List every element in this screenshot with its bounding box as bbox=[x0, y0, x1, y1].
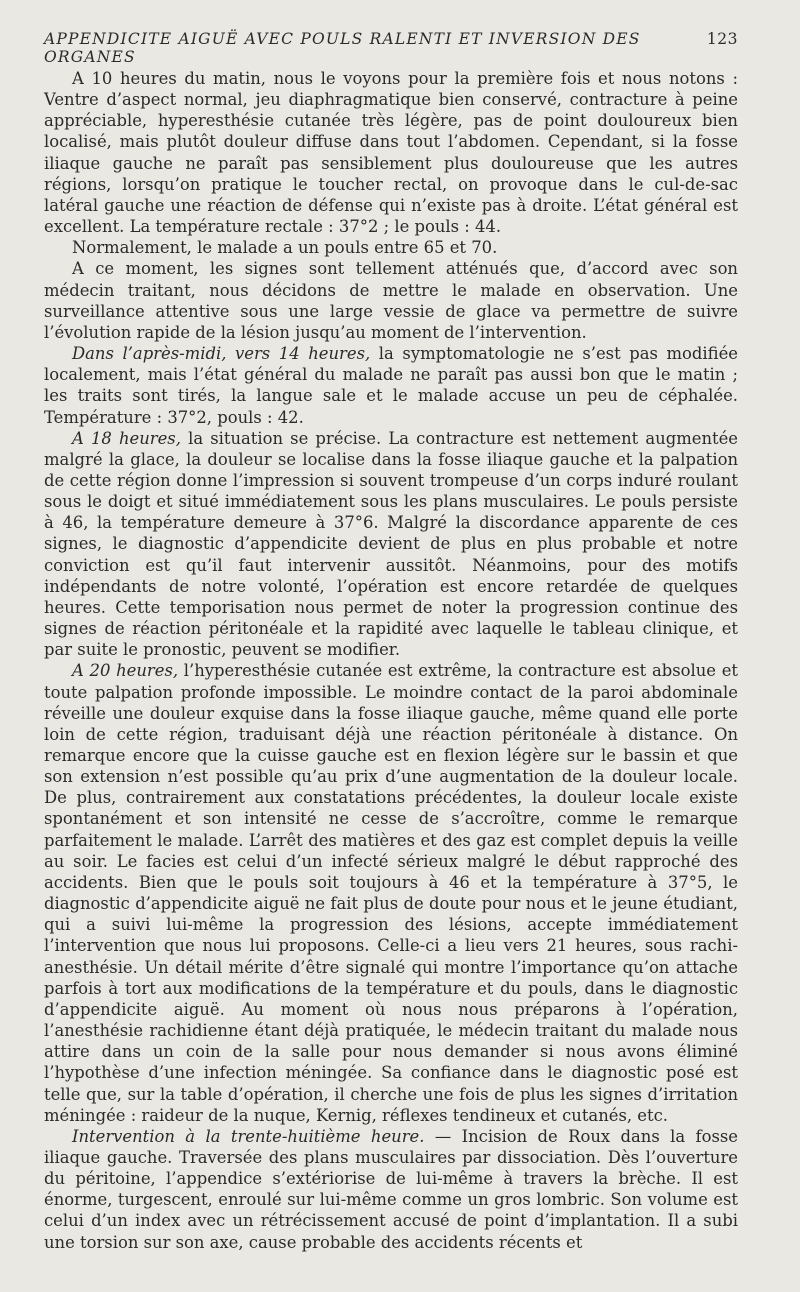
paragraph-text: la symptomatologie ne s’est pas modifiée localement, mais l’état général du malade ne paraît pas aussi bon que le matin ; les traits sont tirés, la langue sale et le malade accuse un peu de céphalée. Température : 37°2, pouls : 42. bbox=[44, 344, 738, 427]
body-text bbox=[44, 68, 738, 1253]
paragraph-text: Normalement, le malade a un pouls entre 65 et 70. bbox=[72, 238, 498, 258]
paragraph-text: — Incision de Roux dans la fosse iliaque gauche. Traversée des plans musculaires par dissociation. Dès l’ouverture du péritoine, l’appendice s’extériorise de lui-même à travers la brèche. Il est énorme, turgescent, enroulé sur lui-même comme un gros lombric. Son volume est celui d’un index avec un rétrécissement accusé de point d’implantation. Il a subi une torsion sur son axe, cause probable des accidents récents et bbox=[44, 1126, 739, 1252]
paragraph bbox=[44, 428, 738, 661]
paragraph bbox=[44, 258, 738, 343]
paragraph bbox=[44, 343, 738, 428]
paragraph-text: A ce moment, les signes sont tellement atténués que, d’accord avec son médecin traitant, nous décidons de mettre le malade en observation. Une surveillance attentive sous une large vessie de glace va permettre de suivre l’évolution rapide de la lésion jusqu’au moment de l’intervention. bbox=[44, 259, 738, 342]
paragraph-lead: A 18 heures, bbox=[72, 428, 181, 448]
paragraph bbox=[44, 660, 738, 1125]
running-head bbox=[44, 30, 738, 66]
paragraph-text: A 10 heures du matin, nous le voyons pour la première fois et nous notons : Ventre d’aspect normal, jeu diaphragmatique bien conservé, contracture à peine appréciable, hyperesthésie cutanée très légère, pas de point douloureux bien localisé, mais plutôt douleur diffuse dans tout l’abdomen. Cependant, si la fosse iliaque gauche ne paraît pas sensiblement plus douloureuse que les autres régions, lorsqu’on pratique le toucher rectal, on provoque dans le cul-de-sac latéral gauche une réaction de défense qui n’existe pas à droite. L’état général est excellent. La température rectale : 37°2 ; le pouls : 44. bbox=[44, 69, 738, 237]
paragraph bbox=[44, 68, 738, 237]
paragraph-lead: Dans l’après-midi, vers 14 heures, bbox=[72, 344, 371, 364]
paragraph-lead: Intervention à la trente-huitième heure. bbox=[72, 1126, 425, 1146]
running-title: APPENDICITE AIGUË AVEC POULS RALENTI ET INVERSION DES ORGANES bbox=[44, 30, 641, 66]
paragraph-text: la situation se précise. La contracture est nettement augmentée malgré la glace, la douleur se localise dans la fosse iliaque gauche et la palpation de cette région donne l’impression si souvent trompeuse d’un corps induré roulant sous le doigt et situé immédiatement sous les plans musculaires. Le pouls persiste à 46, la température demeure à 37°6. Malgré la discordance apparente de ces signes, le diagnostic d’appendicite devient de plus en plus probable et notre conviction est qu’il faut intervenir aussitôt. Néanmoins, pour des motifs indépendants de notre volonté, l’opération est encore retardée de quelques heures. Cette temporisation nous permet de noter la progression continue des signes de réaction péritonéale et la rapidité avec laquelle le tableau clinique, et par suite le pronostic, peuvent se modifier. bbox=[44, 428, 738, 660]
page-number: 123 bbox=[706, 30, 738, 48]
paragraph-lead: A 20 heures, bbox=[72, 661, 179, 681]
paragraph-text: l’hyperesthésie cutanée est extrême, la contracture est absolue et toute palpation profonde impossible. Le moindre contact de la paroi abdominale réveille une douleur exquise dans la fosse iliaque gauche, même quand elle porte loin de cette région, traduisant déjà une réaction péritonéale à distance. On remarque encore que la cuisse gauche est en flexion légère sur le bassin et que son extension n’est possible qu’au prix d’une augmentation de la douleur locale. De plus, contrairement aux constatations précédentes, la douleur locale existe spontanément et son intensité ne cesse de s’accroître, comme le remarque parfaitement le malade. L’arrêt des matières et des gaz est complet depuis la veille au soir. Le facies est celui d’un infecté sérieux malgré le début rapproché des accidents. Bien que le pouls soit toujours à 46 et la température à 37°5, le diagnostic d’appendicite aiguë ne fait plus de doute pour nous et le jeune étudiant, qui a suivi lui-même la progression des lésions, accepte immédiatement l’intervention que nous lui proposons. Celle-ci a lieu vers 21 heures, sous rachi-anesthésie. Un détail mérite d’être signalé qui montre l’importance qu’on attache parfois à tort aux modifications de la température et du pouls, dans le diagnostic d’appendicite aiguë. Au moment où nous nous préparons à l’opération, l’anesthésie rachidienne étant déjà pratiquée, le médecin traitant du malade nous attire dans un coin de la salle pour nous demander si nous avons éliminé l’hypothèse d’une infection méningée. Sa confiance dans le diagnostic posé est telle que, sur la table d’opération, il cherche une fois de plus les signes d’irritation méningée : raideur de la nuque, Kernig, réflexes tendineux et cutanés, etc. bbox=[44, 661, 738, 1125]
paragraph bbox=[44, 1126, 738, 1253]
paragraph bbox=[44, 237, 738, 258]
